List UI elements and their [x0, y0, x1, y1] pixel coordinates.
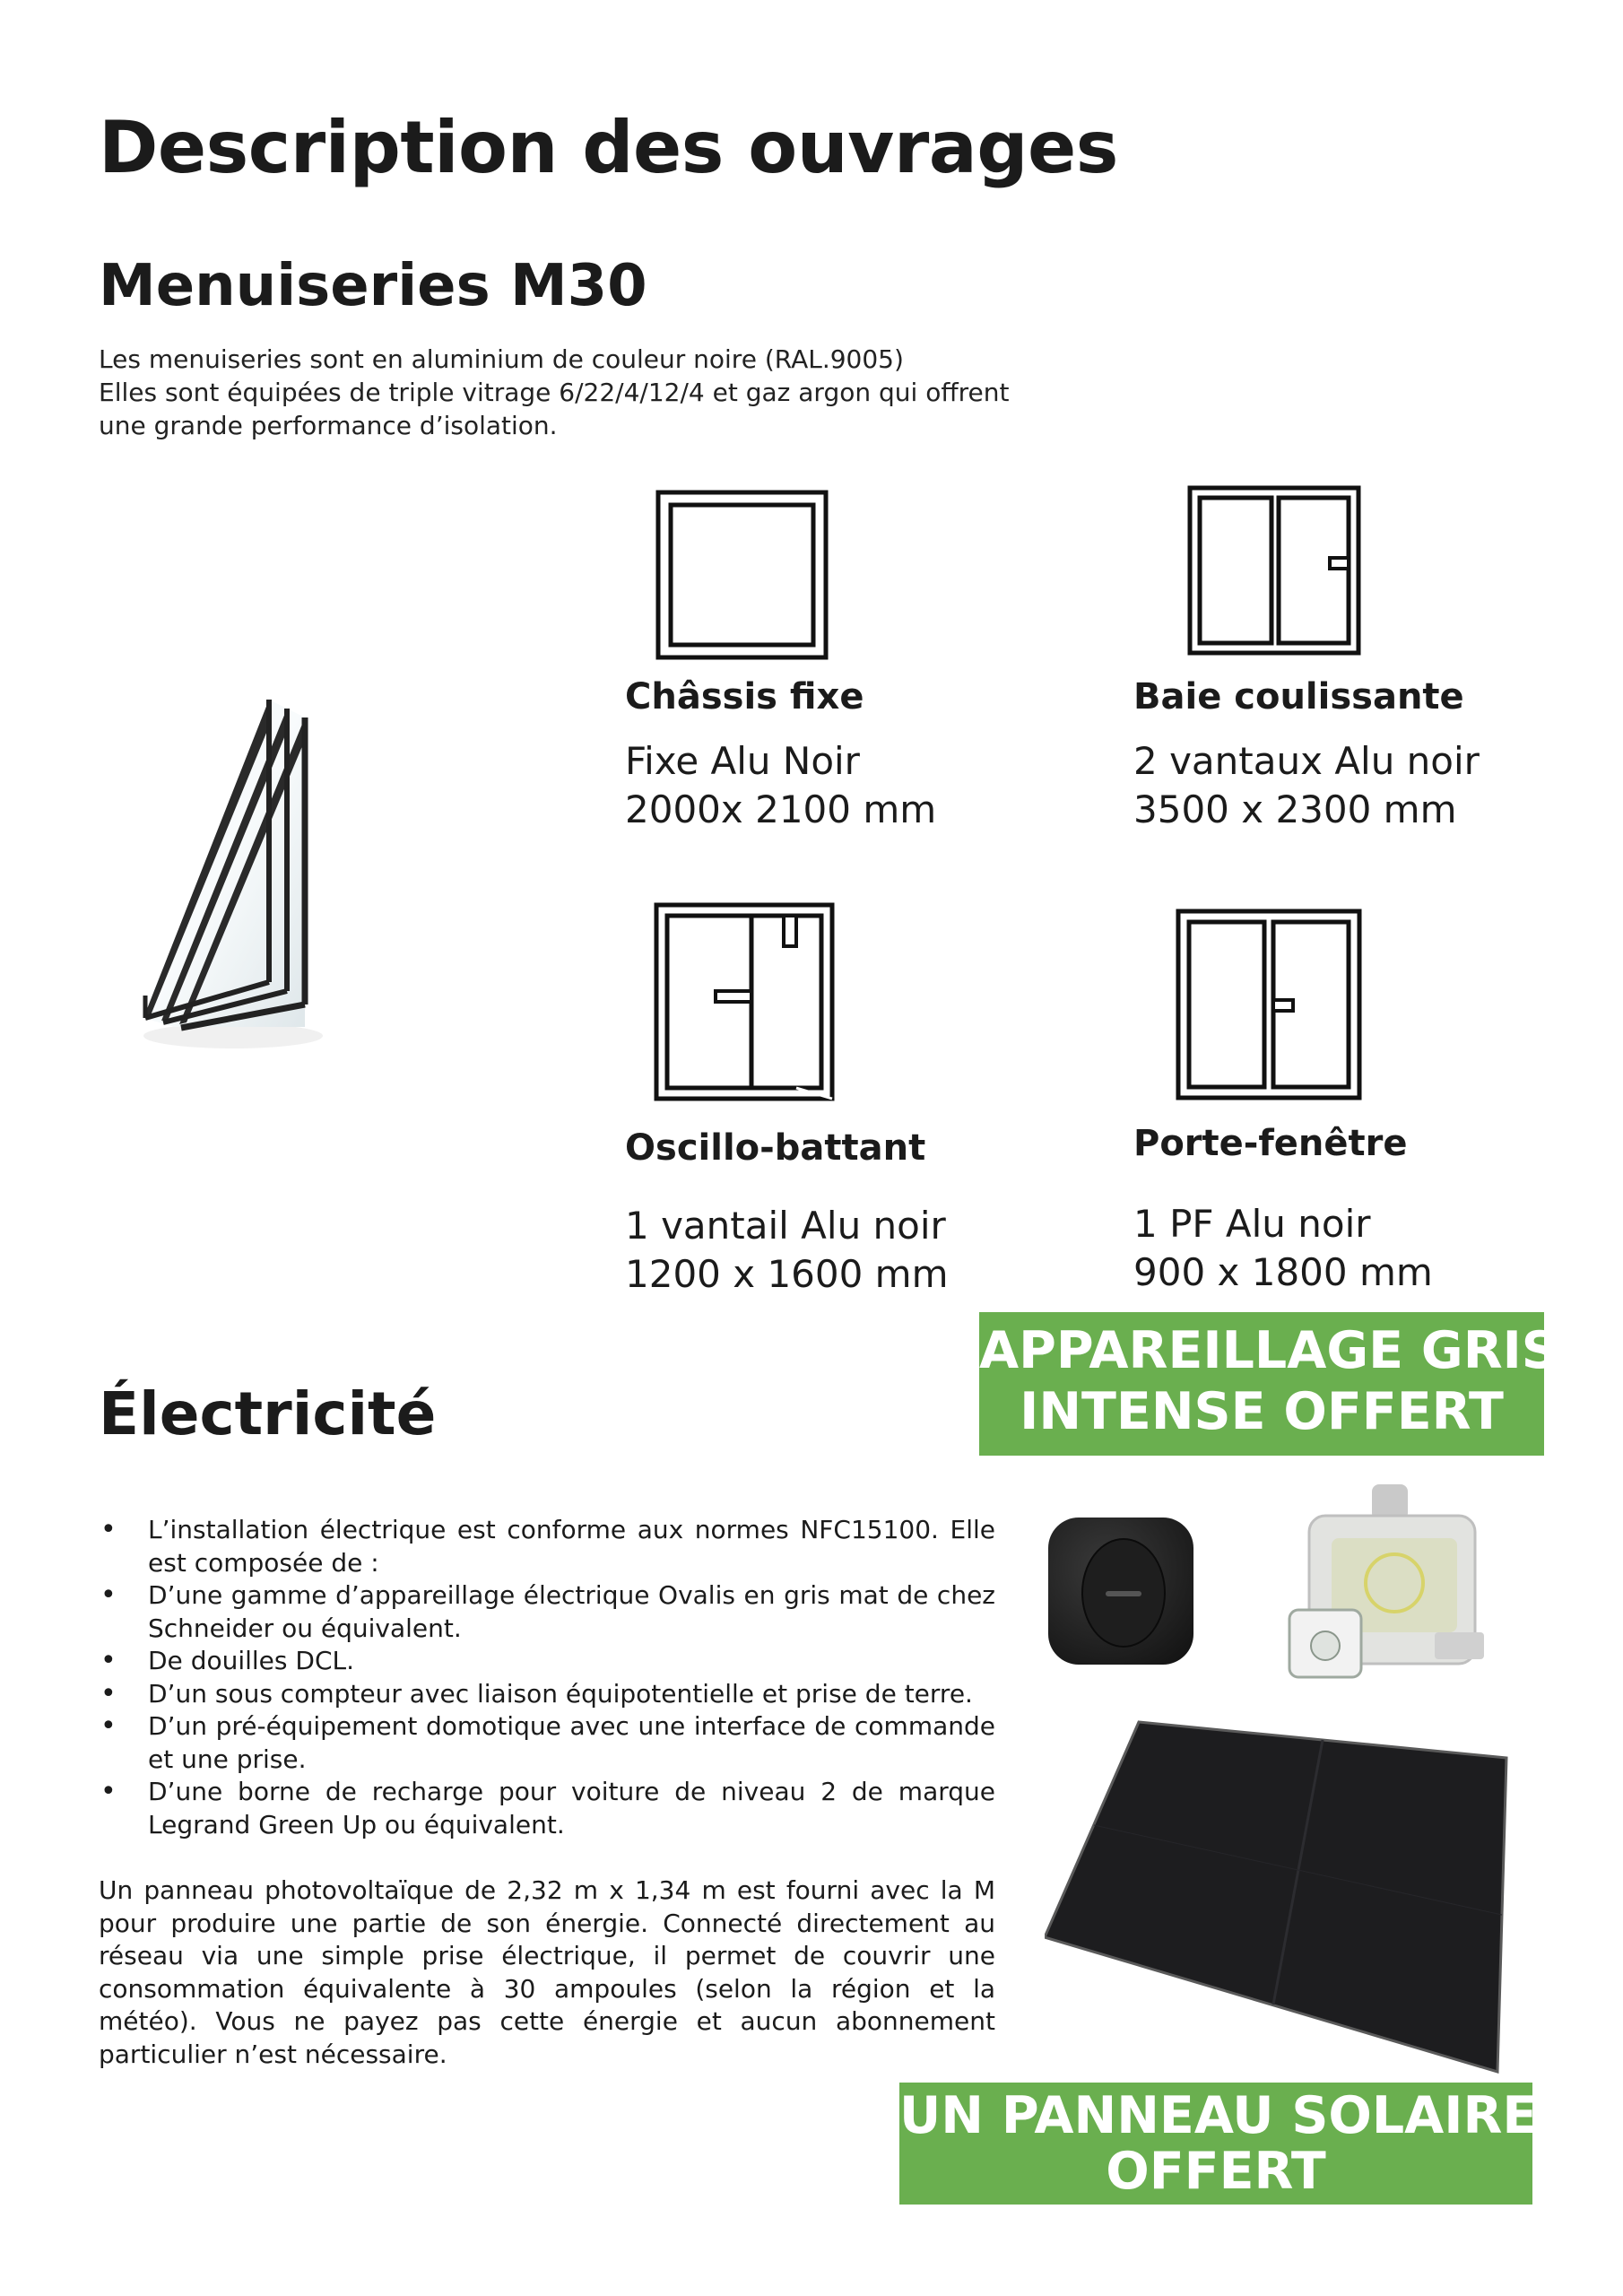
- electricite-heading: Électricité: [99, 1379, 437, 1448]
- banner-line: OFFERT: [1106, 2142, 1326, 2201]
- intro-line: Les menuiseries sont en aluminium de couleur noire (RAL.9005): [99, 344, 904, 374]
- page-title: Description des ouvrages: [99, 106, 1118, 189]
- window-title: Châssis fixe: [625, 676, 864, 718]
- solar-panel-paragraph: Un panneau photovoltaïque de 2,32 m x 1,34 m est fourni avec la M pour produire une partie de son énergie. Connecté directement au réseau via une simple prise électrique, il permet de couvrir une consommation équivalente à 30 ampoules (selon la région et la météo). Vous ne payez pas cette énergie et aucun abonnement particulier n’est nécessaire.: [99, 1875, 995, 2069]
- sliding-bay-icon: [1186, 484, 1362, 657]
- solar-panel-image: [1045, 1709, 1511, 2076]
- list-item: • D’un pré-équipement domotique avec une interface de commande et une prise.: [99, 1710, 995, 1776]
- fixed-frame-icon: [655, 489, 829, 661]
- window-desc: Fixe Alu Noir: [625, 739, 860, 783]
- electricite-bullet-list: [99, 1514, 995, 1841]
- banner-line: APPAREILLAGE GRIS: [979, 1321, 1558, 1380]
- intro-line: une grande performance d’isolation.: [99, 411, 558, 440]
- window-desc: 3500 x 2300 mm: [1133, 787, 1457, 831]
- window-title: Oscillo-battant: [625, 1127, 926, 1169]
- window-desc: 900 x 1800 mm: [1133, 1250, 1433, 1294]
- menuiseries-intro: [99, 343, 1049, 442]
- window-desc: 1 vantail Alu noir: [625, 1204, 946, 1248]
- charging-box-image: [1282, 1475, 1497, 1682]
- banner-line: INTENSE OFFERT: [1020, 1382, 1504, 1441]
- window-desc: 2000x 2100 mm: [625, 787, 937, 831]
- tilt-turn-icon: [653, 901, 836, 1103]
- solar-offer-banner: [899, 2083, 1538, 2205]
- french-door-icon: [1175, 908, 1363, 1101]
- list-item: • De douilles DCL.: [99, 1645, 995, 1678]
- window-desc: 2 vantaux Alu noir: [1133, 739, 1480, 783]
- appareillage-offer-banner: [979, 1312, 1558, 1456]
- window-desc: 1200 x 1600 mm: [625, 1252, 949, 1296]
- menuiseries-heading: Menuiseries M30: [99, 253, 647, 319]
- intro-line: Elles sont équipées de triple vitrage 6/22/4/12/4 et gaz argon qui offrent: [99, 378, 1010, 407]
- banner-line: UN PANNEAU SOLAIRE: [899, 2086, 1538, 2145]
- window-desc: 1 PF Alu noir: [1133, 1202, 1371, 1246]
- window-title: Porte-fenêtre: [1133, 1123, 1408, 1164]
- list-item: • L’installation électrique est conforme aux normes NFC15100. Elle est composée de :: [99, 1514, 995, 1579]
- triple-glazing-image: [126, 682, 341, 1058]
- light-switch-image: [1045, 1514, 1197, 1668]
- window-title: Baie coulissante: [1133, 676, 1464, 718]
- list-item: • D’une borne de recharge pour voiture de niveau 2 de marque Legrand Green Up ou équivalent.: [99, 1776, 995, 1841]
- list-item: • D’une gamme d’appareillage électrique Ovalis en gris mat de chez Schneider ou équivalent.: [99, 1579, 995, 1645]
- list-item: • D’un sous compteur avec liaison équipotentielle et prise de terre.: [99, 1678, 995, 1711]
